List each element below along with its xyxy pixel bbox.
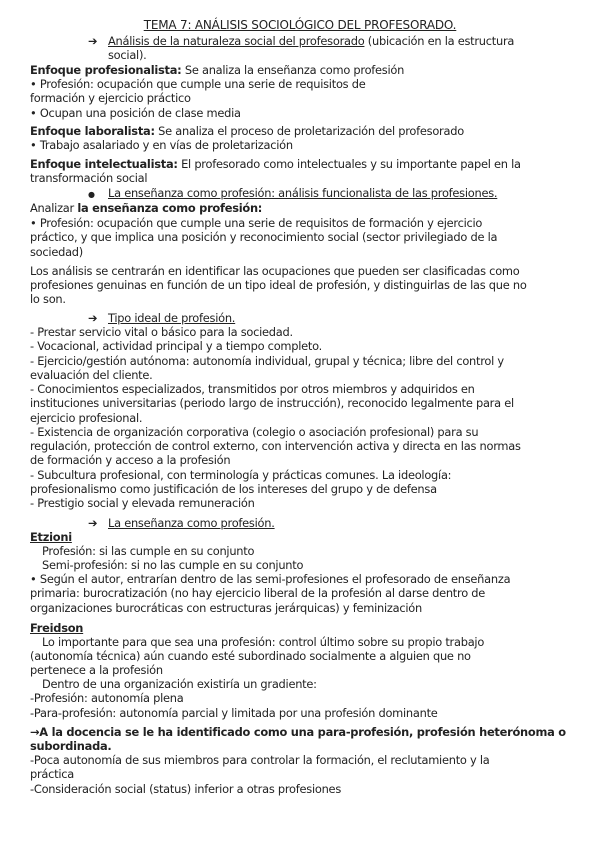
author-etzioni: Etzioni bbox=[30, 530, 72, 544]
list-item: • Profesión: ocupación que cumple una serie de requisitos de bbox=[30, 77, 366, 91]
bullet-icon: ● bbox=[88, 190, 95, 199]
arrow-icon: ➔ bbox=[88, 516, 98, 530]
paragraph-line: organizaciones burocráticas con estructuras jerárquicas) y feminización bbox=[30, 601, 422, 615]
list-item: • Ocupan una posición de clase media bbox=[30, 106, 241, 120]
list-item: • Según el autor, entrarían dentro de las semi-profesiones el profesorado de enseñanza bbox=[30, 572, 511, 586]
enfoque-laboralista: Enfoque laboralista: Se analiza el proceso de proletarización del profesorado bbox=[30, 124, 464, 138]
analizar-line: Analizar la enseñanza como profesión: bbox=[30, 201, 263, 215]
paragraph-line: transformación social bbox=[30, 171, 148, 185]
paragraph-line: pertenece a la profesión bbox=[30, 663, 163, 677]
intro-line: ➔ Análisis de la naturaleza social del profesorado (ubicación en la estructura bbox=[88, 34, 515, 48]
list-item: ejercicio profesional. bbox=[30, 411, 143, 425]
paragraph-line: Profesión: si las cumple en su conjunto bbox=[42, 544, 255, 558]
list-item: profesionalismo como justificación de los intereses del grupo y de defensa bbox=[30, 482, 437, 496]
list-item: -Profesión: autonomía plena bbox=[30, 691, 184, 705]
section-heading-ensenanza: ➔ La enseñanza como profesión. bbox=[88, 516, 275, 530]
list-item: instituciones universitarias (periodo largo de instrucción), reconocido legalmente para el bbox=[30, 396, 514, 410]
list-item: -Consideración social (status) inferior a otras profesiones bbox=[30, 782, 342, 796]
page-title: TEMA 7: ANÁLISIS SOCIOLÓGICO DEL PROFESORADO. bbox=[143, 18, 457, 32]
list-item: - Prestigio social y elevada remuneración bbox=[30, 496, 255, 510]
conclusion-line: subordinada. bbox=[30, 739, 112, 753]
paragraph-line: • Profesión: ocupación que cumple una serie de requisitos de formación y ejercicio bbox=[30, 216, 483, 230]
list-item: -Poca autonomía de sus miembros para controlar la formación, el reclutamiento y la bbox=[30, 753, 490, 767]
paragraph-line: primaria: burocratización (no hay ejercicio liberal de la profesión al darse dentro de bbox=[30, 586, 486, 600]
list-item: - Prestar servicio vital o básico para la sociedad. bbox=[30, 325, 293, 339]
arrow-icon: ➔ bbox=[88, 34, 98, 48]
list-item: • Trabajo asalariado y en vías de proletarización bbox=[30, 138, 293, 152]
list-item: - Subcultura profesional, con terminología y prácticas comunes. La ideología: bbox=[30, 468, 452, 482]
paragraph-line: lo son. bbox=[30, 292, 66, 306]
paragraph-line: Lo importante para que sea una profesión: control último sobre su propio trabajo bbox=[42, 635, 485, 649]
list-item: práctica bbox=[30, 767, 75, 781]
intro-link: Análisis de la naturaleza social del profesorado bbox=[108, 34, 365, 48]
list-item: formación y ejercicio práctico bbox=[30, 91, 191, 105]
paragraph-line: (autonomía técnica) aún cuando esté subordinado socialmente a alguien que no bbox=[30, 649, 471, 663]
conclusion-line: →A la docencia se le ha identificado como una para-profesión, profesión heterónoma o bbox=[30, 725, 566, 739]
paragraph-line: práctico, y que implica una posición y reconocimiento social (sector privilegiado de la bbox=[30, 230, 498, 244]
list-item: evaluación del cliente. bbox=[30, 368, 153, 382]
list-item: - Conocimientos especializados, transmitidos por otros miembros y adquiridos en bbox=[30, 382, 475, 396]
section-heading-tipo-ideal: ➔ Tipo ideal de profesión. bbox=[88, 311, 236, 325]
list-item: - Vocacional, actividad principal y a tiempo completo. bbox=[30, 339, 323, 353]
paragraph-line: Semi-profesión: si no las cumple en su conjunto bbox=[42, 558, 304, 572]
list-item: - Ejercicio/gestión autónoma: autonomía individual, grupal y técnica; libre del control y bbox=[30, 354, 504, 368]
intro-continuation: social). bbox=[108, 48, 147, 62]
list-item: -Para-profesión: autonomía parcial y limitada por una profesión dominante bbox=[30, 706, 438, 720]
enfoque-intelectualista: Enfoque intelectualista: El profesorado como intelectuales y su importante papel en la bbox=[30, 157, 521, 171]
paragraph-line: Dentro de una organización existiría un gradiente: bbox=[42, 677, 317, 691]
paragraph-line: Los análisis se centrarán en identificar las ocupaciones que pueden ser clasificadas como bbox=[30, 264, 520, 278]
enfoque-profesionalista: Enfoque profesionalista: Se analiza la enseñanza como profesión bbox=[30, 63, 405, 77]
paragraph-line: profesiones genuinas en función de un tipo ideal de profesión, y distinguirlas de las que no bbox=[30, 278, 527, 292]
section-heading-funcionalista: ● La enseñanza como profesión: análisis funcionalista de las profesiones. bbox=[88, 186, 498, 200]
paragraph-line: sociedad) bbox=[30, 245, 83, 259]
list-item: - Existencia de organización corporativa (colegio o asociación profesional) para su bbox=[30, 425, 479, 439]
list-item: regulación, protección de control externo, con intervención activa y directa en las normas bbox=[30, 439, 521, 453]
list-item: de formación y acceso a la profesión bbox=[30, 453, 231, 467]
arrow-icon: ➔ bbox=[88, 311, 98, 325]
author-freidson: Freidson bbox=[30, 621, 84, 635]
